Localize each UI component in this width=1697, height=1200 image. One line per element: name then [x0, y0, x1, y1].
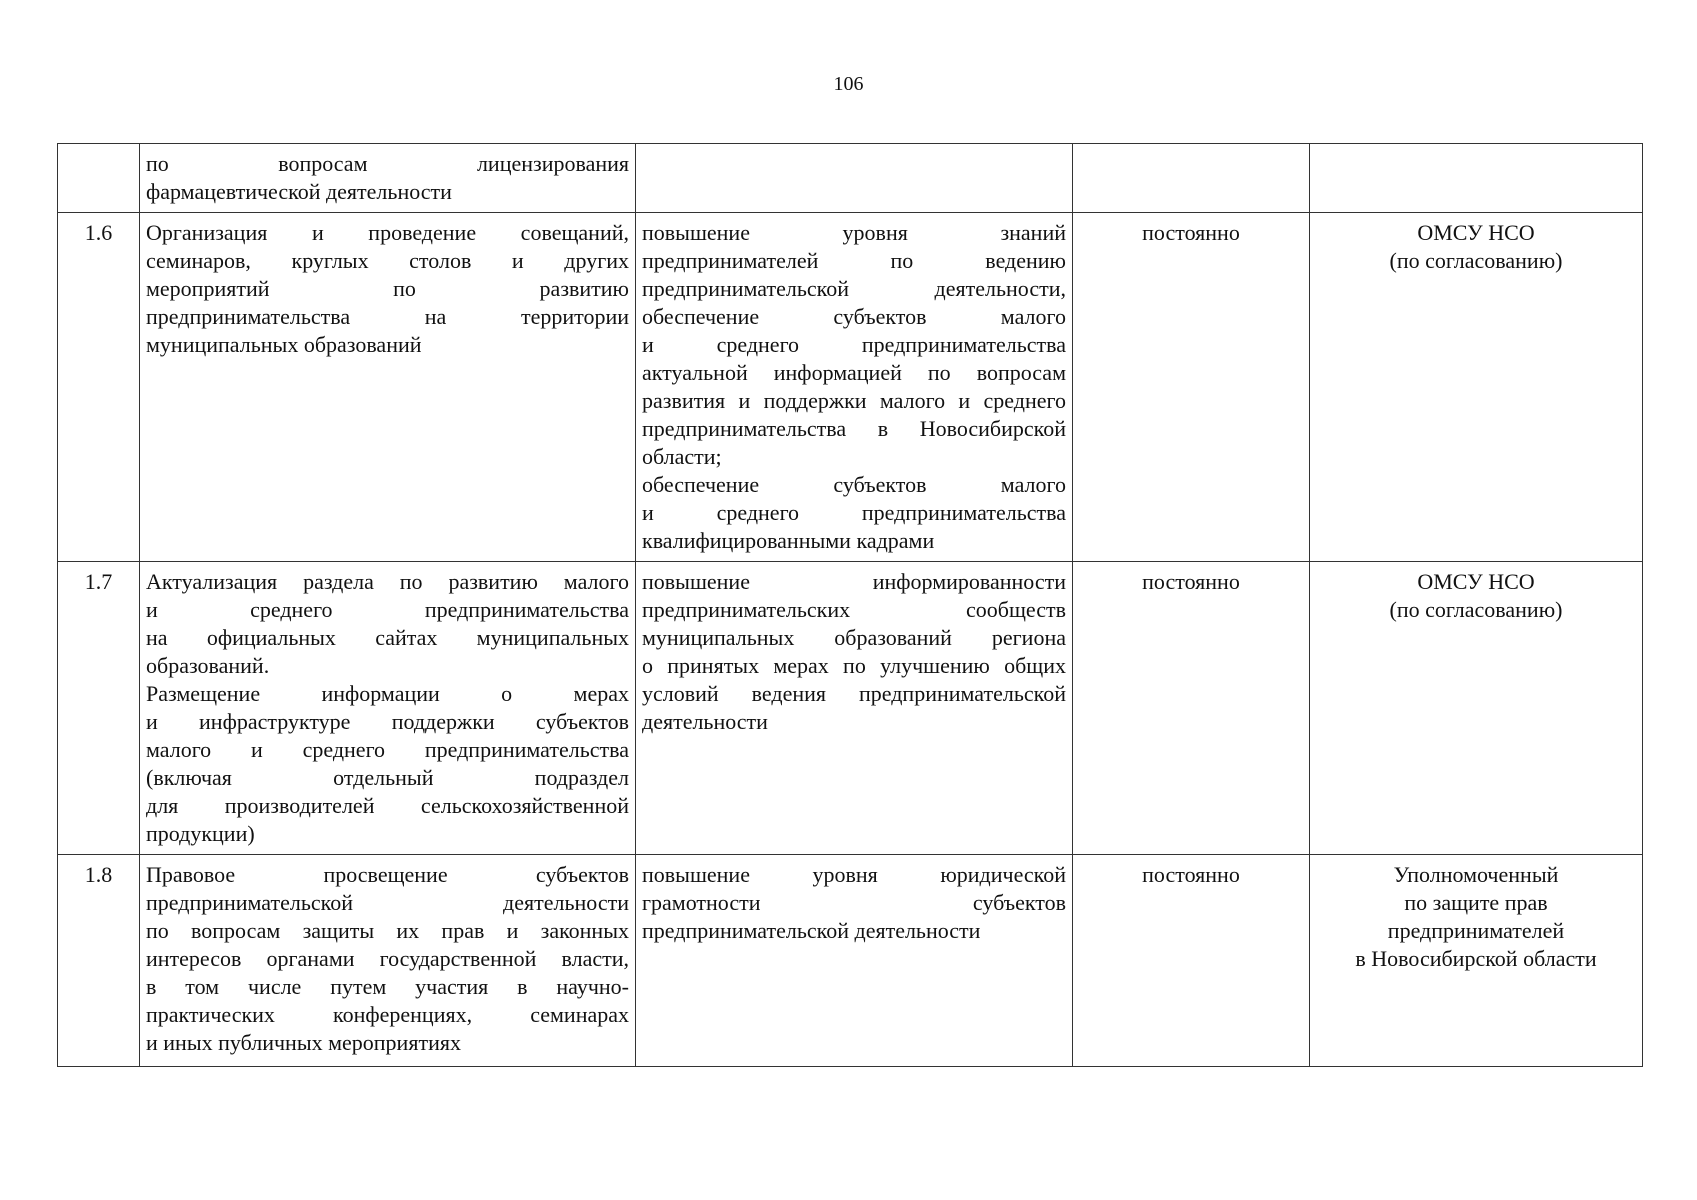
result-line: повышение уровня знаний	[642, 220, 1066, 245]
executor-line: в Новосибирской области	[1355, 946, 1597, 971]
event-line: образований.	[146, 653, 270, 678]
table-row	[58, 562, 1643, 855]
result-line: обеспечение субъектов малого	[642, 472, 1066, 497]
result-line: квалифицированными кадрами	[642, 528, 935, 553]
result-cell	[636, 855, 1073, 1067]
result-line: о принятых мерах по улучшению общих	[642, 653, 1066, 678]
event-line: практических конференциях, семинарах	[146, 1002, 629, 1027]
result-line: муниципальных образований региона	[642, 625, 1066, 650]
event-line: в том числе путем участия в научно-	[146, 974, 629, 999]
table-row	[58, 855, 1643, 1067]
result-line: повышение уровня юридической	[642, 862, 1066, 887]
event-cell	[140, 144, 636, 213]
row-number-cell	[58, 144, 140, 213]
executor-line: ОМСУ НСО	[1417, 220, 1535, 245]
event-line: Правовое просвещение субъектов	[146, 862, 629, 887]
result-line: развития и поддержки малого и среднего	[642, 388, 1066, 413]
event-line: по вопросам защиты их прав и законных	[146, 918, 629, 943]
event-line: и инфраструктуре поддержки субъектов	[146, 709, 629, 734]
event-line: фармацевтической деятельности	[146, 179, 452, 204]
row-number-cell: 1.6	[58, 213, 140, 562]
event-line: и среднего предпринимательства	[146, 597, 629, 622]
result-line: повышение информированности	[642, 569, 1066, 594]
term-cell	[1073, 144, 1310, 213]
executor-line: предпринимателей	[1387, 918, 1565, 943]
event-line: предпринимательства на территории	[146, 304, 629, 329]
event-line: муниципальных образований	[146, 332, 422, 357]
executor-line: ОМСУ НСО	[1417, 569, 1535, 594]
result-line: и среднего предпринимательства	[642, 332, 1066, 357]
result-line: предпринимательства в Новосибирской	[642, 416, 1066, 441]
term-cell: постоянно	[1073, 213, 1310, 562]
executor-line: по защите прав	[1404, 890, 1548, 915]
page-number: 106	[833, 73, 864, 95]
result-line: обеспечение субъектов малого	[642, 304, 1066, 329]
result-line: предпринимательской деятельности	[642, 918, 981, 943]
event-line: (включая отдельный подраздел	[146, 765, 629, 790]
result-line: предпринимательских сообществ	[642, 597, 1066, 622]
event-line: мероприятий по развитию	[146, 276, 629, 301]
event-line: по вопросам лицензирования	[146, 151, 629, 176]
event-line: для производителей сельскохозяйственной	[146, 793, 629, 818]
event-line: продукции)	[146, 821, 255, 846]
table-row	[58, 144, 1643, 213]
result-line: предпринимателей по ведению	[642, 248, 1066, 273]
executor-cell	[1310, 855, 1643, 1067]
executor-cell	[1310, 144, 1643, 213]
event-cell	[140, 562, 636, 855]
event-line: на официальных сайтах муниципальных	[146, 625, 629, 650]
event-line: интересов органами государственной власти,	[146, 946, 629, 971]
event-line: Актуализация раздела по развитию малого	[146, 569, 629, 594]
result-line: и среднего предпринимательства	[642, 500, 1066, 525]
executor-line: (по согласованию)	[1389, 597, 1563, 622]
row-number-cell: 1.7	[58, 562, 140, 855]
result-cell	[636, 213, 1073, 562]
event-line: Размещение информации о мерах	[146, 681, 629, 706]
executor-cell	[1310, 562, 1643, 855]
result-line: условий ведения предпринимательской	[642, 681, 1066, 706]
event-cell	[140, 213, 636, 562]
result-cell	[636, 144, 1073, 213]
event-cell	[140, 855, 636, 1067]
result-cell	[636, 562, 1073, 855]
result-line: деятельности	[642, 709, 768, 734]
result-line: актуальной информацией по вопросам	[642, 360, 1066, 385]
result-line: грамотности субъектов	[642, 890, 1066, 915]
term-cell: постоянно	[1073, 855, 1310, 1067]
term-cell: постоянно	[1073, 562, 1310, 855]
row-number-cell: 1.8	[58, 855, 140, 1067]
event-line: Организация и проведение совещаний,	[146, 220, 629, 245]
executor-cell	[1310, 213, 1643, 562]
event-line: предпринимательской деятельности	[146, 890, 629, 915]
executor-line: (по согласованию)	[1389, 248, 1563, 273]
result-line: области;	[642, 444, 722, 469]
table-row	[58, 213, 1643, 562]
event-line: малого и среднего предпринимательства	[146, 737, 629, 762]
event-line: семинаров, круглых столов и других	[146, 248, 629, 273]
result-line: предпринимательской деятельности,	[642, 276, 1066, 301]
measures-table	[57, 143, 1643, 1067]
event-line: и иных публичных мероприятиях	[146, 1030, 461, 1055]
executor-line: Уполномоченный	[1393, 862, 1559, 887]
